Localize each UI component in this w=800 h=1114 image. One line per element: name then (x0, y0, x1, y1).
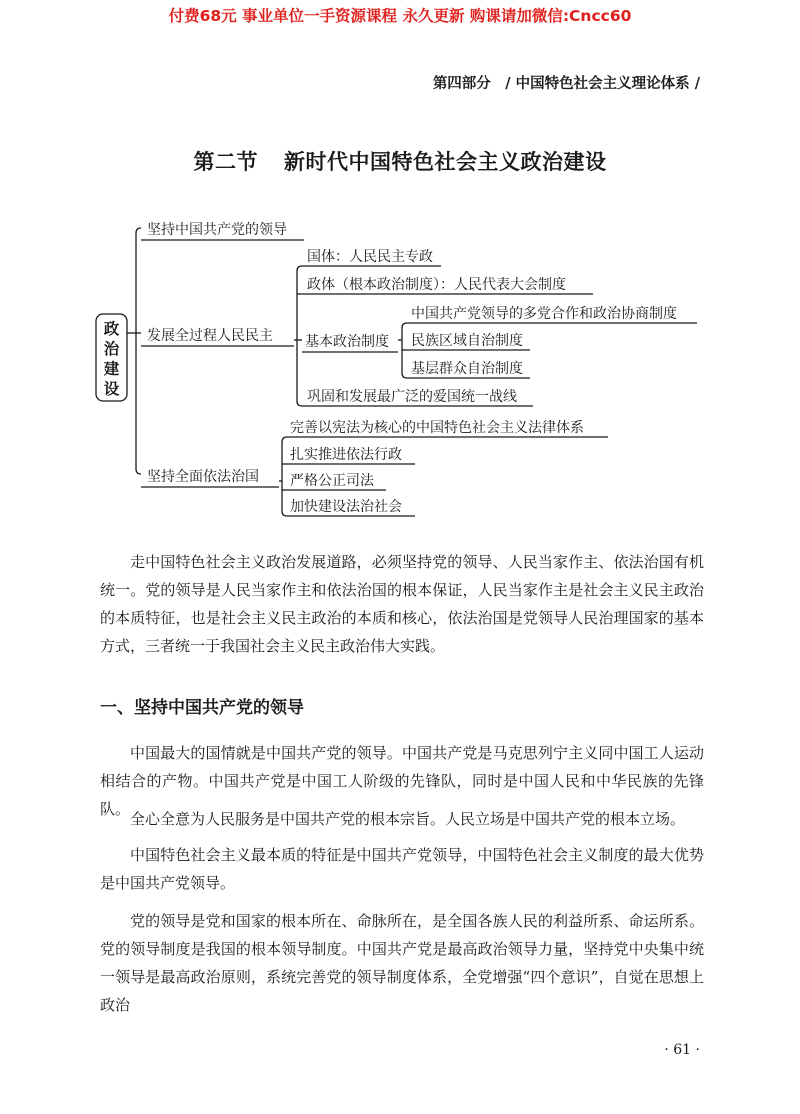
node-fair-justice: 严格公正司法 (290, 473, 374, 489)
root-char: 设 (103, 379, 120, 398)
node-state-system: 国体：人民民主专政 (307, 249, 433, 265)
body-paragraph: 党的领导是党和国家的根本所在、命脉所在，是全国各族人民的利益所系、命运所系。党的领导制度是我国的根本领导制度。中国共产党是最高政治领导力量，坚持党中央集中统一领导是最高政治原则，系统完善党的领导制度体系，全党增强“四个意识”，自觉在思想上政治 (100, 912, 704, 1014)
node-party-leadership: 坚持中国共产党的领导 (147, 222, 287, 238)
running-header: 第四部分 / 中国特色社会主义理论体系 / (432, 75, 700, 92)
mind-map-diagram (0, 200, 800, 530)
node-legal-system: 完善以宪法为核心的中国特色社会主义法律体系 (290, 420, 584, 436)
page-number: · 61 · (664, 1042, 700, 1058)
node-united-front: 巩固和发展最广泛的爱国统一战线 (307, 389, 517, 405)
body-paragraph: 中国最大的国情就是中国共产党的领导。中国共产党是马克思列宁主义同中国工人运动相结合的产物。中国共产党是中国工人阶级的先锋队，同时是中国人民和中华民族的先锋队。 (100, 744, 704, 818)
node-grassroots-self-governance: 基层群众自治制度 (411, 361, 523, 377)
intro-paragraph: 走中国特色社会主义政治发展道路，必须坚持党的领导、人民当家作主、依法治国有机统一。党的领导是人民当家作主和依法治国的根本保证，人民当家作主是社会主义民主政治的本质特征，也是社会主义民主政治的本质和核心，依法治国是党领导人民治理国家的基本方式，三者统一于我国社会主义民主政治伟大实践。 (100, 553, 704, 655)
root-char: 建 (103, 359, 120, 378)
body-paragraph: 全心全意为人民服务是中国共产党的根本宗旨。人民立场是中国共产党的根本立场。 (130, 810, 686, 828)
watermark-banner: 付费68元 事业单位一手资源课程 永久更新 购课请加微信:Cncc60 (168, 7, 632, 25)
node-basic-political-systems: 基本政治制度 (305, 334, 389, 350)
section-title (0, 146, 800, 176)
section-number: 第二节 (193, 149, 258, 174)
node-whole-process-democracy: 发展全过程人民民主 (147, 328, 273, 344)
root-char: 治 (103, 339, 120, 358)
node-multiparty-cooperation: 中国共产党领导的多党合作和政治协商制度 (411, 306, 677, 322)
subsection-heading: 一、坚持中国共产党的领导 (100, 698, 304, 718)
node-law-based-administration: 扎实推进依法行政 (290, 447, 402, 463)
body-paragraph: 中国特色社会主义最本质的特征是中国共产党领导，中国特色社会主义制度的最大优势是中国共产党领导。 (100, 846, 704, 892)
node-government-system: 政体（根本政治制度）：人民代表大会制度 (307, 277, 566, 293)
root-char: 政 (103, 319, 120, 338)
node-rule-of-law: 坚持全面依法治国 (147, 469, 259, 485)
section-title-text: 新时代中国特色社会主义政治建设 (284, 149, 607, 174)
node-law-based-society: 加快建设法治社会 (290, 499, 402, 515)
node-regional-ethnic-autonomy: 民族区域自治制度 (411, 333, 523, 349)
